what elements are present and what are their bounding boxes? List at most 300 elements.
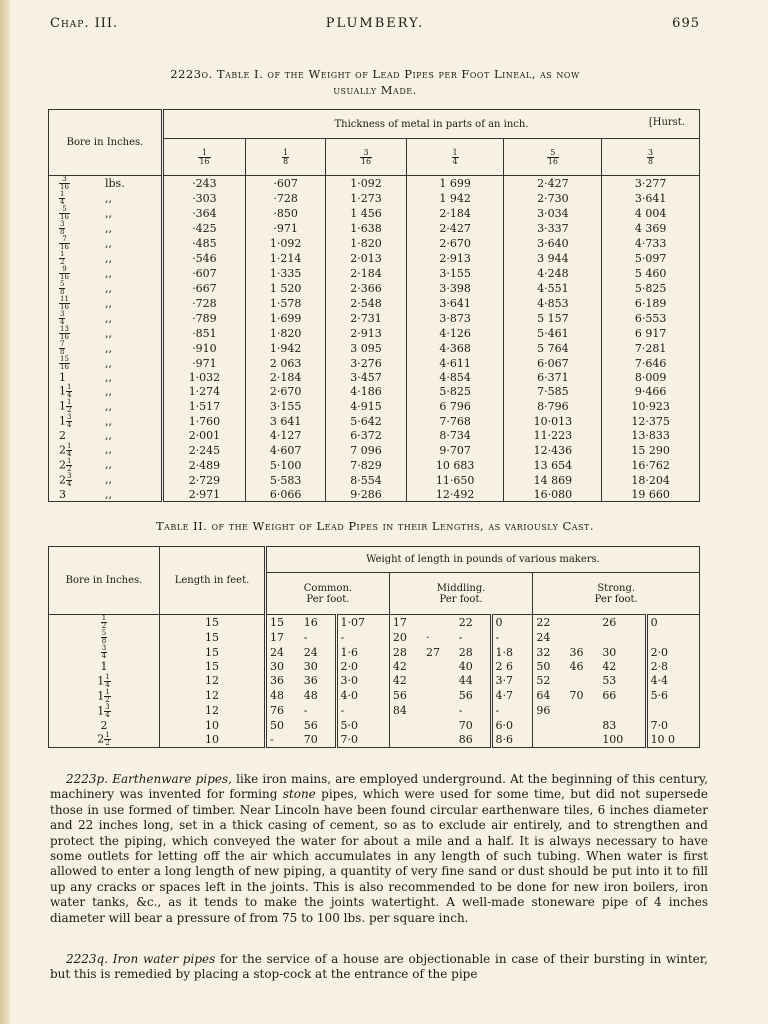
- value-cell: [533, 732, 567, 748]
- value-cell: 1·699: [245, 311, 325, 326]
- value-cell: 36: [266, 674, 301, 689]
- value-cell: 4·248: [504, 266, 602, 281]
- paragraph-2223p: [50, 772, 708, 926]
- value-cell: 1·032: [163, 371, 246, 384]
- length-cell: 12: [160, 674, 266, 689]
- value-cell: 11·650: [406, 473, 504, 488]
- table1-col-header: $\frac{5}{16}$: [504, 139, 602, 176]
- value-cell: ·425: [163, 221, 246, 236]
- paragraph-2223q: [50, 952, 708, 983]
- page-title: PLUMBERY.: [325, 16, 425, 31]
- value-cell: 84: [389, 704, 423, 719]
- table-row: [49, 326, 700, 341]
- value-cell: 3·277: [602, 176, 700, 192]
- table-row: [49, 281, 700, 296]
- value-cell: 2·913: [406, 251, 504, 266]
- bore-cell: 1 $\frac{1}{4}$: [97, 672, 110, 689]
- value-cell: 5 764: [504, 341, 602, 356]
- value-cell: 20: [389, 630, 423, 645]
- value-cell: 9·707: [406, 443, 504, 458]
- value-cell: ·607: [163, 266, 246, 281]
- value-cell: 4 369: [602, 221, 700, 236]
- length-cell: 15: [160, 645, 266, 660]
- bore-cell: $\frac{13}{16}$ ,,: [60, 325, 112, 341]
- value-cell: 5·0: [336, 719, 389, 733]
- value-cell: 2·670: [406, 236, 504, 251]
- value-cell: -: [303, 704, 308, 718]
- value-cell: 30: [602, 645, 617, 659]
- value-cell: 1·274: [163, 384, 246, 399]
- table2-weight-header: Weight of length in pounds of various makers.: [266, 547, 700, 573]
- length-cell: 15: [160, 615, 266, 631]
- value-cell: [389, 732, 423, 748]
- table1-header-row: [49, 110, 700, 139]
- value-cell: 83: [602, 718, 617, 732]
- bore-cell: 1 $\frac{1}{4}$ ,,: [59, 383, 112, 400]
- value-cell: 1·092: [245, 236, 325, 251]
- value-cell: 52: [533, 674, 567, 689]
- table-row: [49, 704, 700, 719]
- value-cell: 2·427: [504, 176, 602, 192]
- value-cell: -: [336, 630, 389, 645]
- bore-cell: 3 ,,: [59, 487, 112, 501]
- value-cell: 56: [389, 689, 423, 704]
- value-cell: -: [491, 704, 533, 719]
- value-cell: 1·092: [326, 176, 406, 192]
- value-cell: 2 6: [491, 660, 533, 674]
- value-cell: 3·640: [504, 236, 602, 251]
- value-cell: 3·0: [336, 674, 389, 689]
- bore-cell: $\frac{5}{16}$ ,,: [60, 205, 112, 221]
- value-cell: 9·466: [602, 384, 700, 399]
- bore-cell: $\frac{5}{8}$ ,,: [60, 280, 112, 296]
- value-cell: 3·155: [406, 266, 504, 281]
- bore-cell: $\frac{9}{16}$ ,,: [60, 265, 112, 281]
- value-cell: 32: [533, 645, 567, 660]
- table-row: [49, 206, 700, 221]
- value-cell: 1·335: [245, 266, 325, 281]
- value-cell: 96: [533, 704, 567, 719]
- para1-number: 2223p.: [66, 772, 109, 786]
- value-cell: 24: [533, 630, 567, 645]
- value-cell: -: [303, 630, 308, 644]
- value-cell: 1·273: [326, 191, 406, 206]
- bore-cell: 1 $\frac{3}{4}$: [97, 702, 110, 719]
- bore-cell: $\frac{11}{16}$ ,,: [60, 295, 112, 311]
- value-cell: 3 641: [245, 414, 325, 429]
- value-cell: ·910: [163, 341, 246, 356]
- value-cell: 18·204: [602, 473, 700, 488]
- value-cell: 11·223: [504, 429, 602, 442]
- value-cell: ·303: [163, 191, 246, 206]
- table2-group-header: Common. Per foot.: [266, 573, 390, 615]
- chapter-label: Chap. III.: [50, 16, 119, 31]
- value-cell: 24: [266, 645, 301, 660]
- value-cell: 3·873: [406, 311, 504, 326]
- value-cell: 12·492: [406, 488, 504, 502]
- value-cell: 3·034: [504, 206, 602, 221]
- value-cell: 1·07: [336, 615, 389, 631]
- table1-col-header: $\frac{3}{8}$: [602, 139, 700, 176]
- value-cell: 8·796: [504, 399, 602, 414]
- value-cell: 8·6: [491, 732, 533, 748]
- value-cell: 2·184: [406, 206, 504, 221]
- para1-stone: stone: [282, 787, 316, 802]
- value-cell: 3 944: [504, 251, 602, 266]
- value-cell: 1·517: [163, 399, 246, 414]
- value-cell: 1·8: [491, 645, 533, 660]
- value-cell: 12·436: [504, 443, 602, 458]
- table1-bore-header: Bore in Inches.: [49, 110, 163, 176]
- value-cell: 1 699: [406, 176, 504, 192]
- value-cell: [423, 674, 456, 689]
- bore-cell: 2 $\frac{3}{4}$ ,,: [59, 471, 112, 488]
- table1-caption-line2: usually Made.: [333, 83, 417, 97]
- running-header: [50, 16, 700, 34]
- value-cell: 7·585: [504, 384, 602, 399]
- table1-col-header: $\frac{1}{4}$: [406, 139, 504, 176]
- value-cell: 0: [491, 615, 533, 631]
- value-cell: [567, 615, 600, 631]
- value-cell: 1·820: [245, 326, 325, 341]
- bore-cell: 1 $\frac{1}{2}$: [97, 687, 110, 704]
- value-cell: 5·642: [326, 414, 406, 429]
- length-cell: 12: [160, 689, 266, 704]
- value-cell: 100: [602, 732, 624, 746]
- value-cell: 0: [646, 615, 699, 631]
- value-cell: 44: [458, 674, 473, 688]
- value-cell: ·243: [163, 176, 246, 192]
- bore-cell: $\frac{1}{2}$: [101, 614, 107, 630]
- value-cell: 16·080: [504, 488, 602, 502]
- length-cell: 12: [160, 704, 266, 719]
- value-cell: 12·375: [602, 414, 700, 429]
- table2-caption: [60, 518, 690, 534]
- bore-cell: 1 $\frac{1}{2}$ ,,: [59, 398, 112, 415]
- value-cell: 42: [602, 660, 617, 673]
- value-cell: 4·186: [326, 384, 406, 399]
- table-row: [49, 719, 700, 733]
- table-row: [49, 732, 700, 748]
- value-cell: 8·554: [326, 473, 406, 488]
- value-cell: 1·6: [336, 645, 389, 660]
- value-cell: 3·276: [326, 356, 406, 371]
- value-cell: 4·854: [406, 371, 504, 384]
- length-cell: 15: [160, 660, 266, 674]
- value-cell: 1·820: [326, 236, 406, 251]
- value-cell: 4·853: [504, 296, 602, 311]
- value-cell: 6 917: [602, 326, 700, 341]
- table1: [48, 109, 700, 502]
- value-cell: 40: [458, 660, 473, 673]
- table-row: [49, 429, 700, 442]
- value-cell: [423, 719, 456, 733]
- bore-cell: $\frac{5}{8}$: [101, 629, 107, 645]
- bore-cell: 1 $\frac{3}{4}$ ,,: [59, 413, 112, 430]
- value-cell: 46: [569, 660, 584, 673]
- value-cell: 2·001: [163, 429, 246, 442]
- value-cell: ·485: [163, 236, 246, 251]
- table-row: [49, 341, 700, 356]
- value-cell: 8·009: [602, 371, 700, 384]
- para1-text-a: like iron mains, are employed underground. At the beginning of this century, machinery was invented for forming: [50, 772, 708, 802]
- value-cell: ·971: [163, 356, 246, 371]
- value-cell: [423, 689, 456, 704]
- table2-header-row1: [49, 547, 700, 573]
- table-row: [49, 630, 700, 645]
- table2-group-header: Strong. Per foot.: [533, 573, 700, 615]
- table-row: [49, 371, 700, 384]
- value-cell: 5·100: [245, 458, 325, 473]
- value-cell: 6·067: [504, 356, 602, 371]
- value-cell: 10·013: [504, 414, 602, 429]
- value-cell: 2·0: [336, 660, 389, 674]
- value-cell: 70: [569, 689, 584, 703]
- value-cell: ·728: [245, 191, 325, 206]
- table1-thickness-header: [163, 110, 700, 139]
- table1-thickness-label: Thickness of metal in parts of an inch.: [334, 118, 529, 130]
- value-cell: 9·286: [326, 488, 406, 502]
- value-cell: 26: [602, 615, 617, 629]
- value-cell: ·789: [163, 311, 246, 326]
- value-cell: 3·398: [406, 281, 504, 296]
- value-cell: 7·281: [602, 341, 700, 356]
- value-cell: 2·184: [245, 371, 325, 384]
- bore-cell: 2 $\frac{1}{2}$ ,,: [59, 456, 112, 473]
- value-cell: 50: [266, 719, 301, 733]
- value-cell: 4·611: [406, 356, 504, 371]
- para1-text-b: pipes, which were used for some time, but did not supersede those in use formed of timber. Near Lincoln have been found circular earthenware tiles, 6 inches diameter and 22 inches long, set in a thick casing of cement, so as to exclude air entirely, and to strengthen and protect the piping, which conveyed the water for about a mile and a half. It is always necessary to have some outlets for letting off the air which accumulates in any length of such tubing. When water is first allowed to enter a long length of new piping, a quantity of very fine sand or dust should be put into it to fill up any cracks or spaces left in the joints. This is also recommended to be done for new iron boilers, iron water tanks, &c., as it tends to make the joints watertight. A well-made stoneware pipe of 4 inches diameter will bear a pressure of from 75 to 100 lbs. per square inch.: [50, 787, 708, 925]
- bore-cell: $\frac{3}{8}$ ,,: [60, 220, 112, 236]
- table2: [48, 546, 700, 748]
- value-cell: 3 095: [326, 341, 406, 356]
- value-cell: ·: [425, 630, 430, 644]
- value-cell: ·607: [245, 176, 325, 192]
- value-cell: 50: [533, 660, 567, 674]
- length-cell: 15: [160, 630, 266, 645]
- value-cell: 4 004: [602, 206, 700, 221]
- value-cell: 2·184: [326, 266, 406, 281]
- para1-title: Earthenware pipes,: [112, 772, 232, 786]
- value-cell: 7·829: [326, 458, 406, 473]
- table1-col-header: $\frac{1}{16}$: [163, 139, 246, 176]
- table2-caption-line: Table II. of the Weight of Lead Pipes in their Lengths, as variously Cast.: [155, 519, 595, 533]
- table-row: [49, 458, 700, 473]
- para2-number: 2223q.: [66, 952, 109, 966]
- value-cell: [423, 704, 456, 719]
- value-cell: 4·7: [491, 689, 533, 704]
- value-cell: 2 063: [245, 356, 325, 371]
- value-cell: ·546: [163, 251, 246, 266]
- table-row: [49, 356, 700, 371]
- value-cell: 2·245: [163, 443, 246, 458]
- value-cell: 5·461: [504, 326, 602, 341]
- value-cell: ·850: [245, 206, 325, 221]
- value-cell: 48: [266, 689, 301, 704]
- value-cell: 2·427: [406, 221, 504, 236]
- value-cell: 3·457: [326, 371, 406, 384]
- value-cell: 36: [303, 674, 318, 688]
- value-cell: 16: [303, 615, 318, 629]
- bore-cell: 2 ,,: [59, 429, 112, 443]
- value-cell: 24: [303, 645, 318, 659]
- value-cell: 2·489: [163, 458, 246, 473]
- table-row: [49, 674, 700, 689]
- value-cell: [567, 732, 600, 748]
- value-cell: 5·6: [646, 689, 699, 704]
- value-cell: 5 157: [504, 311, 602, 326]
- value-cell: 2·366: [326, 281, 406, 296]
- bore-cell: $\frac{3}{16}$ lbs.: [60, 175, 125, 191]
- value-cell: 8·734: [406, 429, 504, 442]
- bore-cell: $\frac{3}{4}$ ,,: [60, 310, 112, 326]
- value-cell: 2·971: [163, 488, 246, 502]
- value-cell: 15 290: [602, 443, 700, 458]
- value-cell: 1·214: [245, 251, 325, 266]
- value-cell: 4·368: [406, 341, 504, 356]
- value-cell: 48: [303, 689, 318, 703]
- value-cell: 7·0: [646, 719, 699, 733]
- value-cell: 2·913: [326, 326, 406, 341]
- value-cell: 10·923: [602, 399, 700, 414]
- table-row: [49, 384, 700, 399]
- value-cell: 16·762: [602, 458, 700, 473]
- value-cell: [567, 719, 600, 733]
- table-row: [49, 251, 700, 266]
- value-cell: [567, 704, 600, 719]
- value-cell: 6 796: [406, 399, 504, 414]
- value-cell: 56: [458, 689, 473, 703]
- value-cell: 5·825: [406, 384, 504, 399]
- value-cell: [567, 630, 600, 645]
- bore-cell: 1 ,,: [59, 371, 112, 384]
- table1-col-header: $\frac{1}{8}$: [245, 139, 325, 176]
- value-cell: 30: [266, 660, 301, 674]
- table-row: [49, 488, 700, 502]
- value-cell: 10 0: [646, 732, 699, 748]
- value-cell: 36: [569, 645, 584, 659]
- value-cell: 7·0: [336, 732, 389, 748]
- value-cell: 27: [425, 645, 440, 659]
- value-cell: 30: [303, 660, 318, 673]
- table2-body: [49, 615, 700, 748]
- value-cell: 1·578: [245, 296, 325, 311]
- table-row: [49, 176, 700, 192]
- table-row: [49, 266, 700, 281]
- bore-cell: $\frac{1}{2}$ ,,: [60, 250, 112, 266]
- value-cell: 5 460: [602, 266, 700, 281]
- value-cell: 13 654: [504, 458, 602, 473]
- value-cell: 6·189: [602, 296, 700, 311]
- value-cell: [389, 719, 423, 733]
- value-cell: 3·337: [504, 221, 602, 236]
- value-cell: 2·8: [646, 660, 699, 674]
- value-cell: 4·127: [245, 429, 325, 442]
- table-row: [49, 191, 700, 206]
- length-cell: 10: [160, 719, 266, 733]
- value-cell: [599, 630, 646, 645]
- table1-col-header: $\frac{3}{16}$: [326, 139, 406, 176]
- value-cell: 3·7: [491, 674, 533, 689]
- value-cell: 6·553: [602, 311, 700, 326]
- value-cell: 64: [533, 689, 567, 704]
- table-row: [49, 689, 700, 704]
- value-cell: 19 660: [602, 488, 700, 502]
- value-cell: 1 942: [406, 191, 504, 206]
- value-cell: 4·915: [326, 399, 406, 414]
- value-cell: 6·371: [504, 371, 602, 384]
- value-cell: 6·066: [245, 488, 325, 502]
- value-cell: ·364: [163, 206, 246, 221]
- value-cell: 5·583: [245, 473, 325, 488]
- para2-title: Iron water pipes: [112, 952, 216, 966]
- value-cell: ·728: [163, 296, 246, 311]
- value-cell: [646, 704, 699, 719]
- value-cell: 4·4: [646, 674, 699, 689]
- bore-cell: 2 $\frac{1}{4}$ ,,: [59, 441, 112, 458]
- table-row: [49, 221, 700, 236]
- bore-cell: $\frac{7}{8}$ ,,: [60, 340, 112, 356]
- value-cell: [533, 719, 567, 733]
- value-cell: 4·733: [602, 236, 700, 251]
- value-cell: 5·825: [602, 281, 700, 296]
- table1-source: [Hurst.: [648, 117, 685, 128]
- value-cell: 15: [266, 615, 301, 631]
- value-cell: 2·730: [504, 191, 602, 206]
- value-cell: 66: [602, 689, 617, 703]
- length-cell: 10: [160, 732, 266, 748]
- value-cell: 2·0: [646, 645, 699, 660]
- bore-cell: 1: [100, 660, 108, 673]
- value-cell: [423, 615, 456, 631]
- bore-cell: $\frac{3}{4}$: [101, 644, 107, 660]
- table1-caption-line1: 2223o. Table I. of the Weight of Lead Pipes per Foot Lineal, as now: [170, 67, 580, 81]
- value-cell: 10 683: [406, 458, 504, 473]
- table1-caption: [60, 66, 690, 98]
- value-cell: 6·372: [326, 429, 406, 442]
- value-cell: 22: [458, 615, 473, 629]
- page-number: 695: [672, 16, 700, 31]
- book-spine-edge: [0, 0, 10, 1024]
- value-cell: 2·548: [326, 296, 406, 311]
- value-cell: 42: [389, 660, 423, 674]
- table-row: [49, 399, 700, 414]
- value-cell: 1·942: [245, 341, 325, 356]
- value-cell: 1 456: [326, 206, 406, 221]
- value-cell: 7·646: [602, 356, 700, 371]
- table-row: [49, 615, 700, 631]
- value-cell: -: [458, 630, 463, 644]
- value-cell: 3·155: [245, 399, 325, 414]
- table2-group-header: Middling. Per foot.: [389, 573, 533, 615]
- value-cell: 42: [389, 674, 423, 689]
- table2-bore-header: Bore in Inches.: [49, 547, 160, 615]
- value-cell: 86: [458, 732, 473, 746]
- value-cell: 2·729: [163, 473, 246, 488]
- value-cell: 53: [602, 674, 617, 688]
- value-cell: 2·013: [326, 251, 406, 266]
- value-cell: -: [266, 732, 301, 748]
- value-cell: ·971: [245, 221, 325, 236]
- value-cell: 22: [533, 615, 567, 631]
- value-cell: [423, 732, 456, 748]
- value-cell: 4·126: [406, 326, 504, 341]
- table-row: [49, 311, 700, 326]
- value-cell: 1·638: [326, 221, 406, 236]
- value-cell: 4·607: [245, 443, 325, 458]
- table-row: [49, 443, 700, 458]
- value-cell: 14 869: [504, 473, 602, 488]
